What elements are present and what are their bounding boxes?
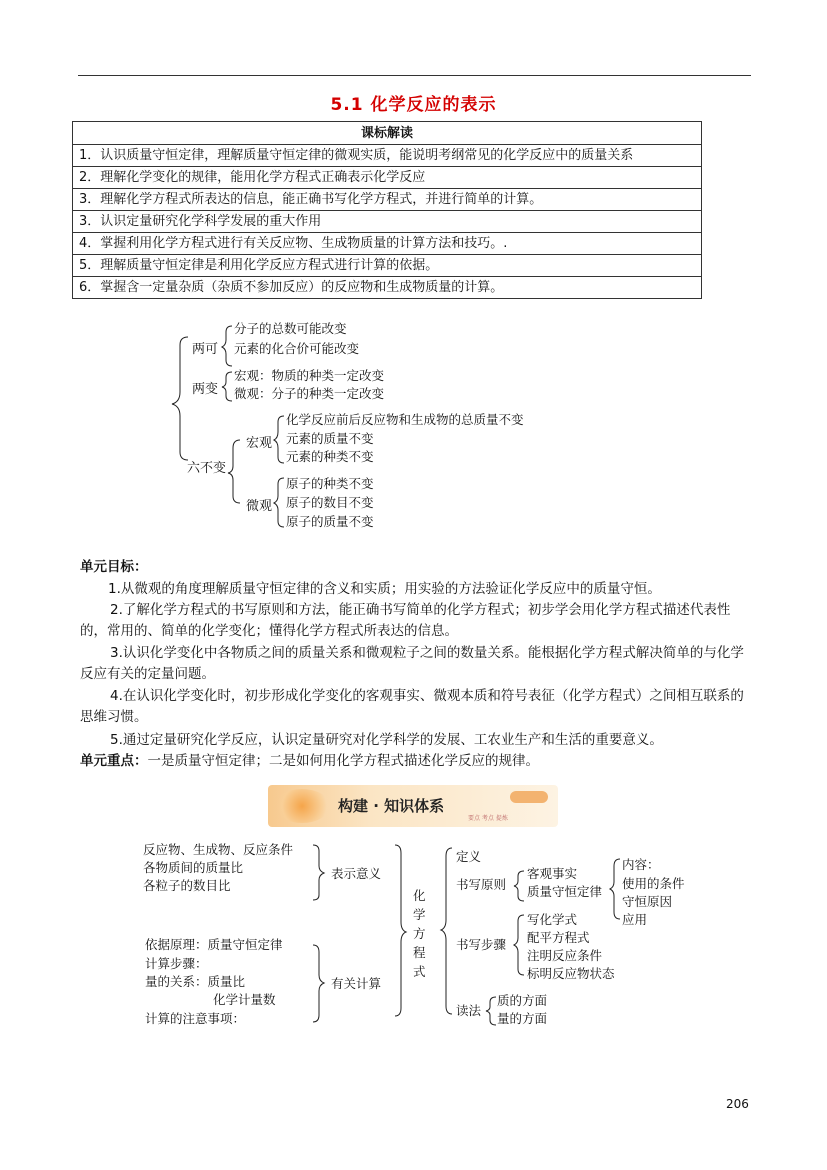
meaning-item: 各物质间的质量比 [143, 860, 244, 875]
writing-steps-label: 书写步骤 [456, 937, 507, 952]
principle-item: 质量守恒定律 [527, 884, 603, 899]
law-item: 应用 [622, 912, 648, 927]
standards-item: 1．认识质量守恒定律，理解质量守恒定律的微观实质，能说明考纲常见的化学反应中的质量关系 [73, 145, 702, 167]
liangke-label: 两可 [192, 342, 219, 357]
principle-item: 客观事实 [527, 866, 578, 881]
standards-item: 6．掌握含一定量杂质（杂质不参加反应）的反应物和生成物质量的计算。 [73, 277, 702, 299]
liangke-item: 元素的化合价可能改变 [234, 341, 360, 356]
hongguan-label: 宏观 [246, 436, 273, 451]
weiguan-item: 原子的质量不变 [286, 514, 374, 529]
step-item: 配平方程式 [527, 930, 590, 945]
standards-item: 3．理解化学方程式所表达的信息，能正确书写化学方程式，并进行简单的计算。 [73, 189, 702, 211]
banner-title: 构建 · 知识体系 [338, 797, 445, 815]
step-item: 注明反应条件 [527, 948, 603, 963]
goals-label: 单元目标： [80, 559, 148, 575]
focus-label: 单元重点： [80, 753, 148, 769]
goal-item: 5.通过定量研究化学反应，认识定量研究对化学科学的发展、工农业生产和生活的重要意义。 [110, 732, 663, 748]
goal-item: 3.认识化学变化中各物质之间的质量关系和微观粒子之间的数量关系。能根据化学方程式解决简单的与化学反应有关的定量问题。 [80, 645, 744, 682]
meaning-label: 表示意义 [331, 866, 382, 881]
center-char: 程 [413, 945, 426, 960]
calc-item: 依据原理：质量守恒定律 [145, 937, 283, 952]
liangbian-item: 微观：分子的种类一定改变 [234, 386, 385, 401]
reading-item: 质的方面 [497, 993, 548, 1008]
weiguan-item: 原子的种类不变 [286, 476, 374, 491]
calc-label: 有关计算 [331, 976, 382, 991]
standards-header: 课标解读 [73, 122, 702, 145]
law-item: 内容： [622, 857, 660, 872]
standards-item: 2．理解化学变化的规律，能用化学方程式正确表示化学反应 [73, 167, 702, 189]
step-item: 写化学式 [527, 912, 578, 927]
standards-item: 5．理解质量守恒定律是利用化学反应方程式进行计算的依据。 [73, 255, 702, 277]
calc-item: 计算的注意事项： [145, 1011, 246, 1026]
step-item: 标明反应物状态 [527, 966, 615, 981]
page-number: 206 [726, 1097, 749, 1111]
standards-item: 3．认识定量研究化学科学发展的重大作用 [73, 211, 702, 233]
reading-label: 读法 [456, 1003, 482, 1018]
hongguan-item: 元素的种类不变 [286, 449, 374, 464]
center-char: 学 [413, 907, 426, 922]
definition-label: 定义 [456, 849, 482, 864]
meaning-item: 反应物、生成物、反应条件 [143, 842, 294, 857]
liangbian-item: 宏观：物质的种类一定改变 [234, 368, 385, 383]
page-title: 5.1 化学反应的表示 [330, 95, 497, 115]
meaning-item: 各粒子的数目比 [143, 878, 231, 893]
liububian-label: 六不变 [187, 461, 227, 476]
standards-item: 4．掌握利用化学方程式进行有关反应物、生成物质量的计算方法和技巧。. [73, 233, 702, 255]
calc-item: 化学计量数 [213, 992, 276, 1007]
hongguan-item: 化学反应前后反应物和生成物的总质量不变 [286, 412, 524, 427]
calc-item: 量的关系：质量比 [145, 974, 246, 989]
weiguan-label: 微观 [246, 499, 273, 514]
calc-item: 计算步骤： [145, 956, 208, 971]
hongguan-item: 元素的质量不变 [286, 431, 374, 446]
goal-item: 2.了解化学方程式的书写原则和方法，能正确书写简单的化学方程式；初步学会用化学方程式描述代表性的，常用的、简单的化学变化；懂得化学方程式所表达的信息。 [80, 602, 731, 639]
writing-principle-label: 书写原则 [456, 877, 507, 892]
center-char: 化 [413, 888, 426, 903]
goal-item: 1.从微观的角度理解质量守恒定律的含义和实质；用实验的方法验证化学反应中的质量守恒。 [108, 581, 661, 597]
law-item: 使用的条件 [622, 876, 685, 891]
center-char: 方 [413, 926, 426, 941]
goal-item: 4.在认识化学变化时，初步形成化学变化的客观事实、微观本质和符号表征（化学方程式）之间相互联系的思维习惯。 [80, 688, 744, 725]
liangke-item: 分子的总数可能改变 [234, 321, 347, 336]
law-item: 守恒原因 [622, 894, 673, 909]
banner-subtitle: 要点 考点 提炼 [468, 815, 508, 822]
reading-item: 量的方面 [497, 1011, 548, 1026]
liangbian-label: 两变 [192, 382, 219, 397]
focus-text: 一是质量守恒定律；二是如何用化学方程式描述化学反应的规律。 [147, 753, 539, 769]
center-char: 式 [413, 964, 426, 979]
weiguan-item: 原子的数目不变 [286, 495, 374, 510]
